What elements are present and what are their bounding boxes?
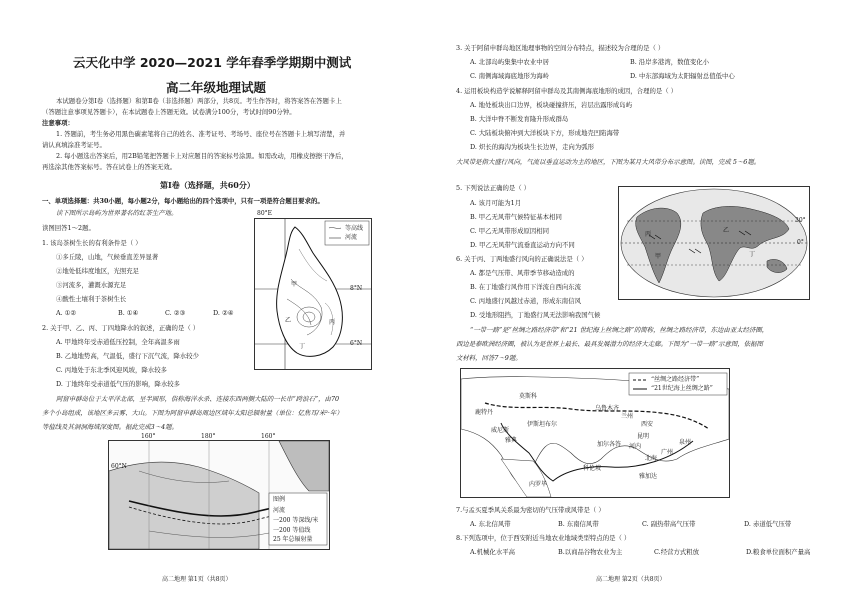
belt-label: 乙 — [723, 227, 730, 234]
choice: B. 东南信风带 — [558, 520, 599, 528]
choice: D.粮食单位面积产量高 — [746, 548, 811, 556]
option: C. 南侧海域海底地形为海岭 — [470, 72, 550, 80]
world-wind-belt-map — [618, 186, 810, 300]
option: C. 丙地处于东北季风迎风坡，降水较多 — [56, 366, 167, 374]
option: A. 该月可能为1月 — [470, 199, 522, 207]
option: ③河流多，灌溉水源充足 — [56, 281, 127, 289]
choice: C. 副热带高气压带 — [642, 520, 696, 528]
passage-line: 等值线及其洞洞海域深度图。据此完成3～4题。 — [42, 423, 178, 431]
page-footer: 高二地理 第2页（共8页） — [596, 576, 666, 583]
option: D. 中东部海域为太阳辐射总值低中心 — [630, 72, 735, 80]
question-2: 2. 关于甲、乙、丙、丁四地降水的叙述，正确的是（ ） — [42, 324, 200, 332]
place-label: 丁 — [299, 343, 306, 350]
place-label: 丙 — [329, 319, 336, 326]
legend-title: 图例 — [273, 496, 286, 503]
aleutian-map — [108, 433, 330, 550]
city-label: 科伦坡 — [583, 465, 602, 472]
section-title: 第Ⅰ卷（选择题，共60分） — [160, 180, 255, 190]
section-instruction: 一、单项选择题：共30小题，每小题2分，每小题给出的四个选项中，只有一项是符合题目要求的。 — [42, 197, 324, 205]
city-label: 雅加达 — [639, 473, 658, 480]
latitude-label: 8°N — [350, 285, 363, 292]
belt-label: 丁 — [749, 251, 756, 258]
option: B. 甲乙无风带气候特征基本相同 — [470, 213, 562, 221]
city-label: 伊斯坦布尔 — [527, 421, 558, 428]
instruction-line: 再选涂其他答案标号。答在试卷上的答案无效。 — [42, 163, 177, 171]
city-label: 加尔各答 — [597, 441, 622, 448]
city-label: 内罗毕 — [529, 481, 548, 488]
choice: A.机械化水平高 — [470, 548, 515, 556]
passage-line: 文材料，回答7～9题。 — [456, 354, 522, 362]
question-6: 6. 关于丙、丁两地盛行风向的正确说法是（ ） — [456, 255, 588, 263]
place-label: 乙 — [285, 317, 292, 324]
option: D. 甲乙无风带气流垂直运动方向不同 — [470, 241, 575, 249]
city-label: 昆明 — [637, 433, 650, 440]
city-label: 威尼斯 — [491, 427, 510, 434]
choice: A. ①② — [56, 309, 77, 317]
lat-label: 30° — [795, 217, 806, 224]
longitude-label: 160° — [261, 433, 276, 440]
option: ①多丘陵，山地，气候垂直差异显著 — [56, 253, 159, 261]
place-label: 甲 — [291, 281, 298, 288]
latitude-label: 6°N — [350, 340, 363, 347]
option: B. 沿岸多港湾，数值变化小 — [630, 58, 710, 66]
option: B. 乙地地势高，气温低，盛行下沉气流，降水较少 — [56, 352, 199, 360]
belt-label: 甲 — [655, 253, 662, 260]
question-5: 5. 下列说法正确的是（ ） — [456, 184, 531, 192]
belt-road-map — [460, 368, 730, 498]
choice: B. ①④ — [118, 309, 139, 317]
city-label: 西安 — [641, 421, 654, 428]
choice: C. ②③ — [165, 309, 186, 317]
legend-item: 河流 — [273, 507, 286, 514]
instruction-line: 注意事项： — [42, 119, 74, 127]
question-8: 8.下列选项中，位于西安附近当地农业地域类型特点的是（ ） — [456, 534, 631, 542]
option: C. 丙地盛行风越过赤道，形成东南信风 — [470, 297, 581, 305]
choice: D. ②④ — [213, 309, 234, 317]
page-footer: 高二地理 第1页（共8页） — [162, 576, 232, 583]
option: ④酸性土壤利于茶树生长 — [56, 295, 127, 303]
legend-item: 一200 等值线 — [273, 527, 311, 534]
legend-item: 一200 等深线/米 — [273, 517, 319, 524]
longitude-label: 160° — [141, 433, 156, 440]
option: A. 北部岛屿集集中农业中居 — [470, 58, 549, 66]
option: B. 在丁地盛行风作用下洋流自西向东流 — [470, 283, 582, 291]
legend-item: “21世纪海上丝绸之路” — [651, 385, 713, 392]
intro-text: 读下图所示岛屿为世界著名的红茶生产地。 — [56, 209, 178, 217]
instruction-line: 请认真填涂准考证号。 — [42, 141, 106, 149]
option: ②地处低纬度地区，光照充足 — [56, 267, 140, 275]
instruction-line: 2. 每小题选出答案后，用2B铅笔把答题卡上对应题目的答案标号涂黑。如需改动，用橡皮擦擦干净后， — [56, 152, 348, 160]
instruction-line: （答题注意事项见答题卡），在本试题卷上答题无效。试卷满分100分，考试时间90分钟。 — [42, 108, 296, 116]
latitude-label: 60°N — [111, 463, 127, 470]
question-1: 1. 该岛茶树生长的有利条件是（ ） — [42, 239, 142, 247]
exam-subtitle: 高二年级地理试题 — [166, 80, 267, 95]
page-2 — [430, 0, 860, 608]
instruction-line: 1. 答题前，考生务必用黑色碳素笔将自己的姓名、准考证号、考场号、座位号在答题卡上填写清楚，并 — [56, 130, 346, 138]
choice: C.经营方式粗放 — [654, 548, 700, 556]
legend-item: “丝绸之路经济带” — [651, 376, 700, 383]
option: C. 大陆板块俯冲到大洋板块下方，形成地壳凹陷海带 — [470, 129, 620, 137]
exam-title: 云天化中学 2020—2021 学年春季学期期中测试 — [73, 55, 352, 70]
longitude-label: 180° — [201, 433, 216, 440]
city-label: 河内 — [629, 443, 642, 450]
choice: D. 赤道低气压带 — [744, 520, 792, 528]
legend-contour: 等高线 — [345, 225, 364, 232]
legend-item: 25 年总辐射量 — [273, 536, 313, 543]
legend-river: 河流 — [345, 234, 358, 241]
option: A. 甲地终年受赤道低压控制，全年高温多雨 — [56, 338, 180, 346]
choice: A. 东北信风带 — [470, 520, 511, 528]
option: C. 甲乙无风带形成原因相同 — [470, 227, 550, 235]
question-7: 7.与孟买夏季风关系最为密切的气压带或风带是（ ） — [456, 506, 605, 514]
passage-line: 大风带是指大盛行风向，气流以垂直运动为主的地区，下图为某月大风带分布示意图。读图，完成 5～6题。 — [456, 158, 761, 166]
question-3: 3. 关于阿留申群岛地区地理事物的空间分布特点，描述较为合理的是（ ） — [456, 44, 665, 52]
city-label: 鹿特丹 — [475, 409, 494, 416]
sri-lanka-map — [254, 210, 372, 370]
longitude-label: 80°E — [257, 210, 273, 217]
option: D. 丁地终年受赤道低气压的影响，降水较多 — [56, 380, 180, 388]
city-label: 泉州 — [679, 439, 692, 446]
lat-label: 0° — [797, 239, 804, 246]
city-label: 雅典 — [505, 437, 518, 444]
instruction-line: 本试题卷分第Ⅰ卷（选择题）和第Ⅱ卷（非选择题）两部分，共8页。考生作答时，将答案答在答题卡上 — [56, 97, 342, 105]
option: D. 炽长的海沟为板块生长边界，走向为弧形 — [470, 143, 594, 151]
passage-line: “一带一路”是“丝绸之路经济带”和“21 世纪海上丝绸之路”的简称，丝绸之路经济带，东边由亚太经济圈， — [470, 326, 769, 334]
choice: B.以商品谷物农业为主 — [558, 548, 623, 556]
option: A. 都是气压带、风带季节移动造成的 — [470, 269, 575, 277]
city-label: 乌鲁木齐 — [595, 405, 620, 412]
option: D. 受地形阻挡，丁地盛行风无法影响我国气候 — [470, 311, 601, 319]
passage-line: 多个小岛组成，该地区多云雾、大山。下图为阿留申群岛周边区域年太阳总辐射量（单位：亿焦耳/米²·年） — [42, 409, 343, 417]
city-label: 莫斯科 — [519, 393, 538, 400]
passage-line: 阿留申群岛位于太平洋北部，呈半圆形，俗称海洋水杀、连接东西两侧大陆的一长串“跨浪石”，由70 — [56, 395, 340, 403]
city-label: 兰州 — [621, 413, 634, 420]
belt-label: 丙 — [645, 231, 652, 238]
city-label: 广州 — [661, 449, 674, 456]
question-4: 4. 运用板块构造学说解释阿留申群岛及其南侧海底地形的成因，合理的是（ ） — [456, 87, 678, 95]
option: A. 地处板块出口边界，板块碰撞挤压，岩层出露形成岛屿 — [470, 101, 633, 109]
passage-line: 西边是泰欧洲经济圈，被认为是世界上最长、最具发展潜力的经济大走廊。下图为“一带一路”示意图，依据图 — [456, 340, 763, 348]
option: B. 大洋中脊不断发育隆升形成群岛 — [470, 115, 569, 123]
city-label: 北海 — [645, 455, 658, 462]
intro-text: 读图回答1～2题。 — [42, 224, 95, 232]
